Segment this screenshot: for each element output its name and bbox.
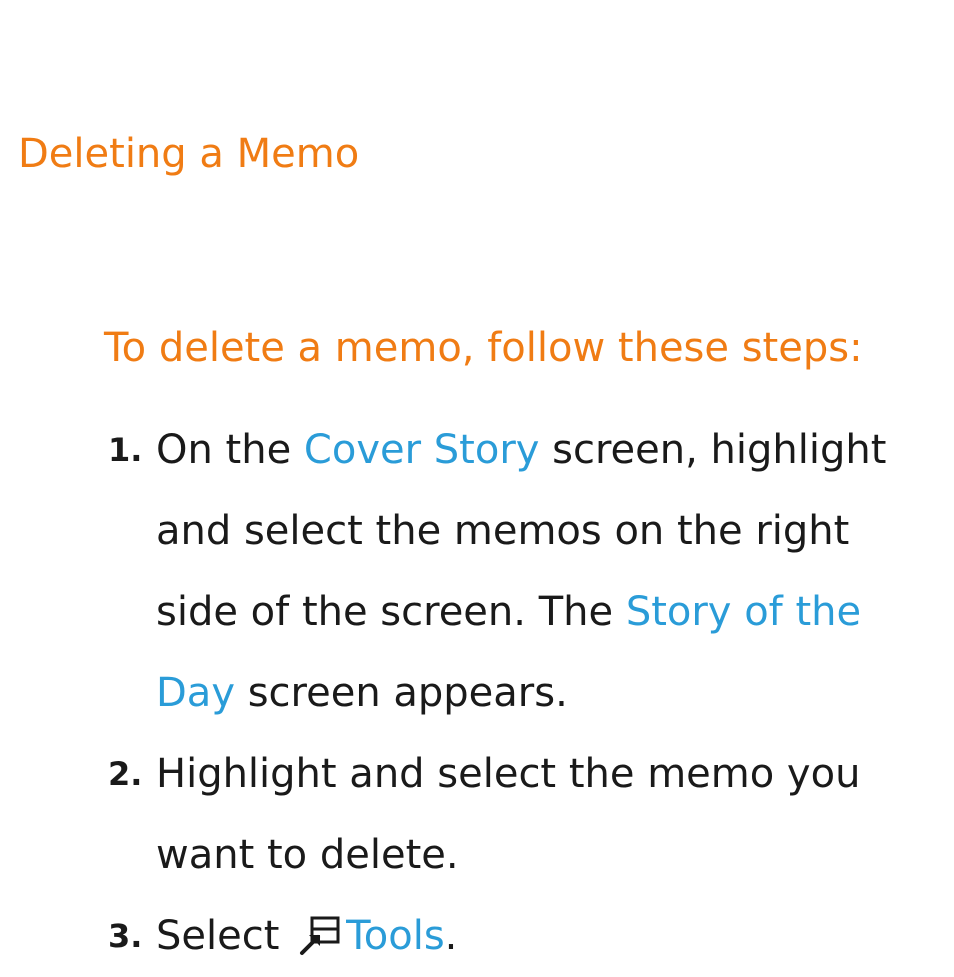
text-run: screen appears. <box>234 670 568 716</box>
text-run: screen, highlight and select the memos on the right side of the screen. The <box>156 427 887 635</box>
step-3 <box>108 896 938 977</box>
step-1 <box>108 410 938 734</box>
step-number: 2. <box>108 755 143 793</box>
text-run: Select <box>156 913 293 959</box>
tools-icon <box>298 913 342 957</box>
text-run: On the <box>156 427 304 473</box>
page-title: Deleting a Memo <box>18 131 360 177</box>
step-text <box>156 913 457 959</box>
steps-list <box>108 410 938 977</box>
text-run: . <box>444 913 458 959</box>
step-text <box>156 427 886 716</box>
step-number: 1. <box>108 431 143 469</box>
story-of-the-day-link: Story of the Day <box>156 589 862 716</box>
step-2 <box>108 734 938 896</box>
intro-text: To delete a memo, follow these steps: <box>104 325 863 371</box>
step-text: Highlight and select the memo you want to delete. <box>156 751 861 878</box>
tools-link: Tools <box>346 913 445 959</box>
cover-story-link: Cover Story <box>303 427 540 473</box>
step-number: 3. <box>108 917 143 955</box>
